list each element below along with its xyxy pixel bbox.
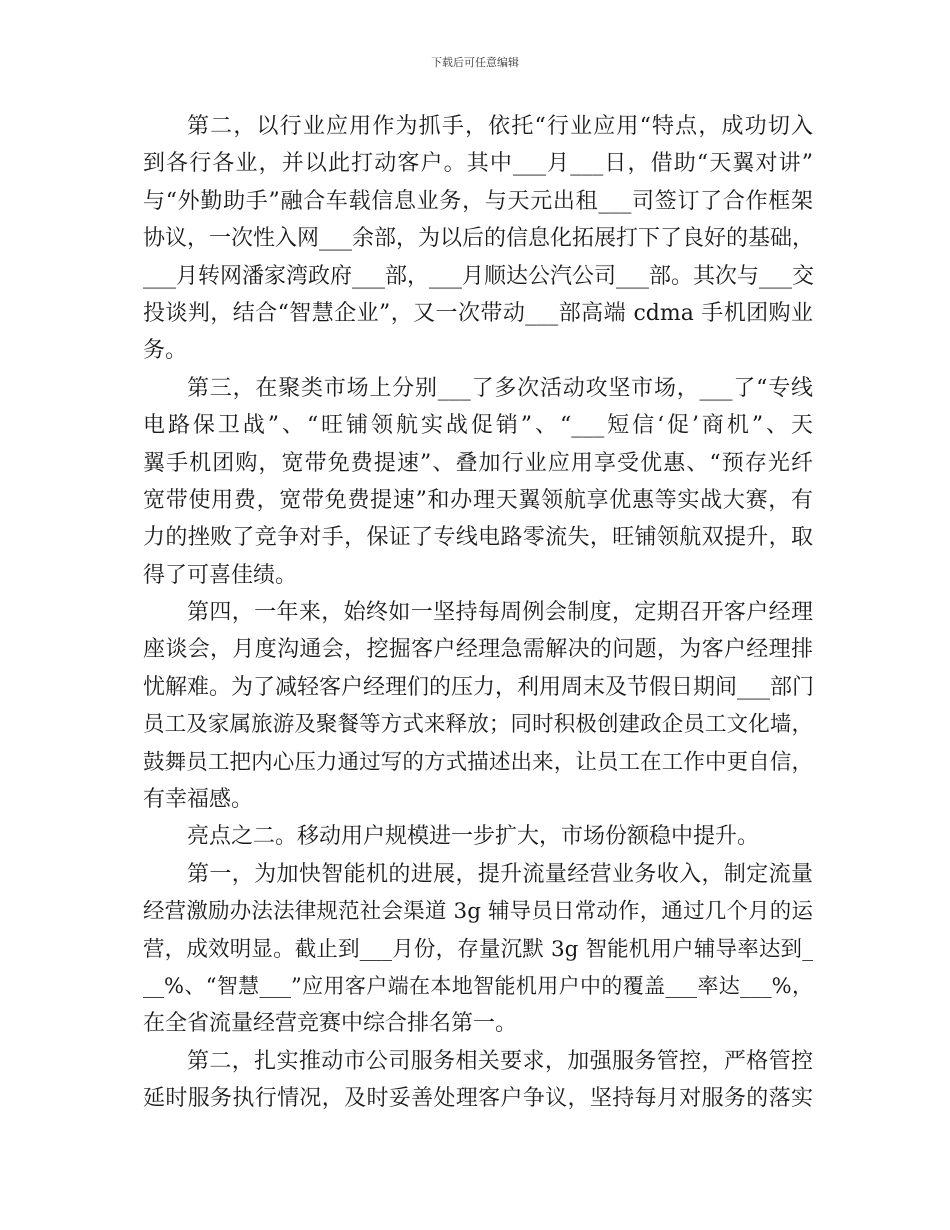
document-body [143,108,813,1118]
text-line: 在全省流量经营竞赛中综合排名第一。 [143,1011,518,1037]
text-line: 经营激励办法法律规范社会渠道 3g 辅导员日常动作，通过几个月的运 [143,899,813,925]
text-line: 座谈会，月度沟通会，挖掘客户经理急需解决的问题，为客户经理排 [143,637,813,663]
text-line: 有幸福感。 [143,787,254,813]
text-line: 第一，为加快智能机的进展，提升流量经营业务收入，制定流量 [187,861,813,887]
text-line: 翼手机团购，宽带免费提速”、叠加行业应用享受优惠、“预存光纤 [143,450,813,476]
text-line: 到各行各业，并以此打动客户。其中___月___日，借助“天翼对讲” [143,151,813,177]
text-line: 宽带使用费，宽带免费提速”和办理天翼领航享优惠等实战大赛，有 [143,487,813,513]
text-line: 延时服务执行情况，及时妥善处理客户争议，坚持每月对服务的落实 [143,1086,813,1112]
text-line: ___月转网潘家湾政府___部，___月顺达公汽公司___部。其次与___交 [143,263,815,289]
text-line: 忧解难。为了减轻客户经理们的压力，利用周末及节假日期间___部门 [143,674,815,700]
text-line: 第二，扎实推动市公司服务相关要求，加强服务管控，严格管控 [187,1048,813,1074]
text-line: 力的挫败了竞争对手，保证了专线电路零流失，旺铺领航双提升，取 [143,525,813,551]
text-line: 协议，一次性入网___余部，为以后的信息化拓展打下了良好的基础， [143,226,815,252]
text-line: __%、“智慧___”应用客户端在本地智能机用户中的覆盖___率达___%， [143,973,813,998]
text-line: 第四，一年来，始终如一坚持每周例会制度，定期召开客户经理 [187,600,813,626]
page-header: 下载后可任意编辑 [431,56,519,69]
text-line: 第三，在聚类市场上分别___了多次活动攻坚市场，___了“专线 [187,375,813,401]
text-line: 电路保卫战”、“旺铺领航实战促销”、“___短信‘促’商机”、天 [143,413,813,439]
text-line: 务。 [143,338,188,364]
text-line: 得了可喜佳绩。 [143,562,298,588]
text-line: 营，成效明显。截止到___月份，存量沉默 3g 智能机用户辅导率达到_ [143,936,813,962]
text-line: 第二，以行业应用作为抓手，依托“行业应用“特点，成功切入 [187,114,813,139]
text-line: 亮点之二。移动用户规模进一步扩大，市场份额稳中提升。 [187,824,760,850]
text-line: 鼓舞员工把内心压力通过写的方式描述出来，让员工在工作中更自信， [143,749,813,775]
text-line: 投谈判，结合“智慧企业”，又一次带动___部高端 cdma 手机团购业 [143,300,813,326]
text-line: 员工及家属旅游及聚餐等方式来释放；同时积极创建政企员工文化墙， [143,712,813,738]
text-line: 与“外勤助手”融合车载信息业务，与天元出租___司签订了合作框架 [143,188,813,214]
